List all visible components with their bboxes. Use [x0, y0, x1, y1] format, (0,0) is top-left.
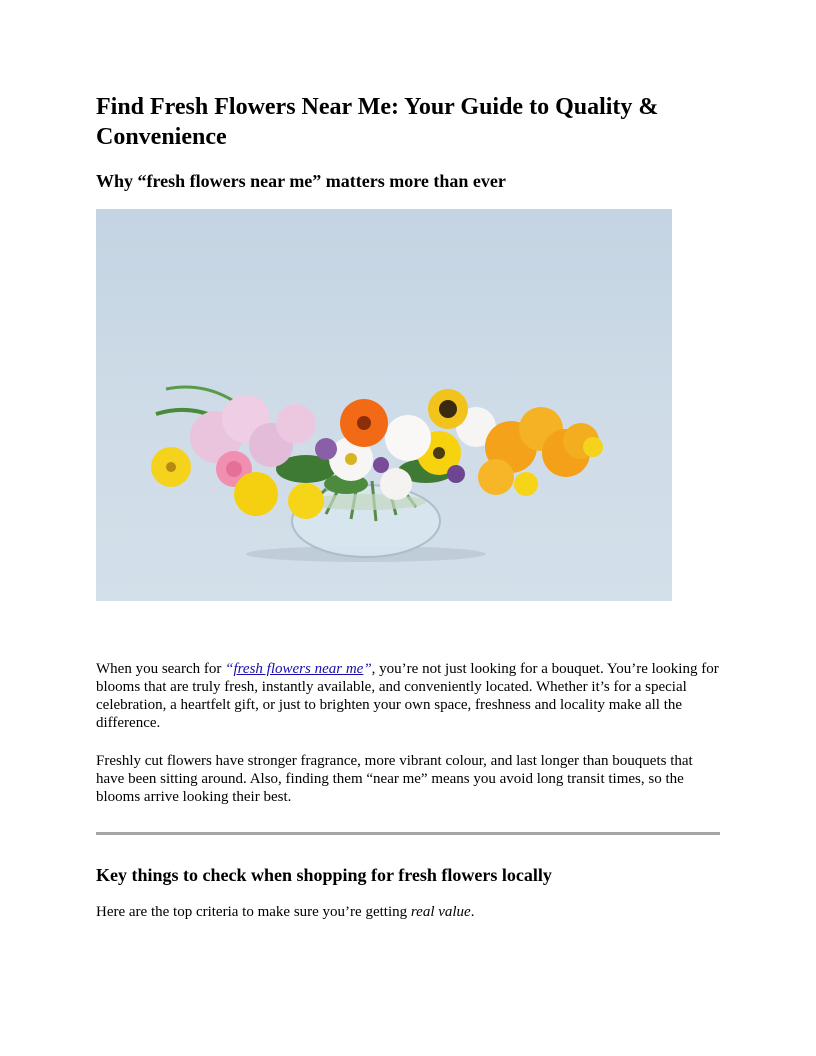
page-title: Find Fresh Flowers Near Me: Your Guide to Quality & Convenience: [96, 94, 659, 150]
criteria-intro-emphasis: real value: [410, 904, 471, 920]
criteria-intro-after: .: [470, 904, 475, 920]
paragraph-intro-before: When you search for: [96, 661, 226, 677]
paragraph-intro: [96, 660, 720, 732]
paragraph-intro-after: , you’re not just looking for a bouquet. You’re looking for blooms that are truly fresh, instantly available, and conveniently located. Whether it’s for a special celebration, a heartfelt gift, or just to brighten your own space, freshness and locality make all the difference.: [96, 661, 719, 731]
paragraph-freshness: Freshly cut flowers have stronger fragrance, more vibrant colour, and last longer than bouquets that have been sitting around. Also, finding them “near me” means you avoid long transit times, so the blooms arrive looking their best.: [96, 753, 693, 805]
paragraph-criteria-intro: [96, 903, 720, 921]
link-quote-close: ”: [363, 661, 372, 677]
criteria-intro-before: Here are the top criteria to make sure you’re getting: [96, 904, 411, 920]
horizontal-divider: [96, 832, 720, 835]
flower-bouquet-image: [96, 209, 672, 601]
link-quote-open: “: [225, 661, 234, 677]
fresh-flowers-link[interactable]: [225, 661, 372, 677]
flower-bouquet-icon: [96, 209, 672, 601]
fresh-flowers-link-text[interactable]: fresh flowers near me: [233, 661, 364, 677]
section-heading-key-things: Key things to check when shopping for fresh flowers locally: [96, 865, 552, 885]
section-heading-why: Why “fresh flowers near me” matters more than ever: [96, 171, 506, 191]
